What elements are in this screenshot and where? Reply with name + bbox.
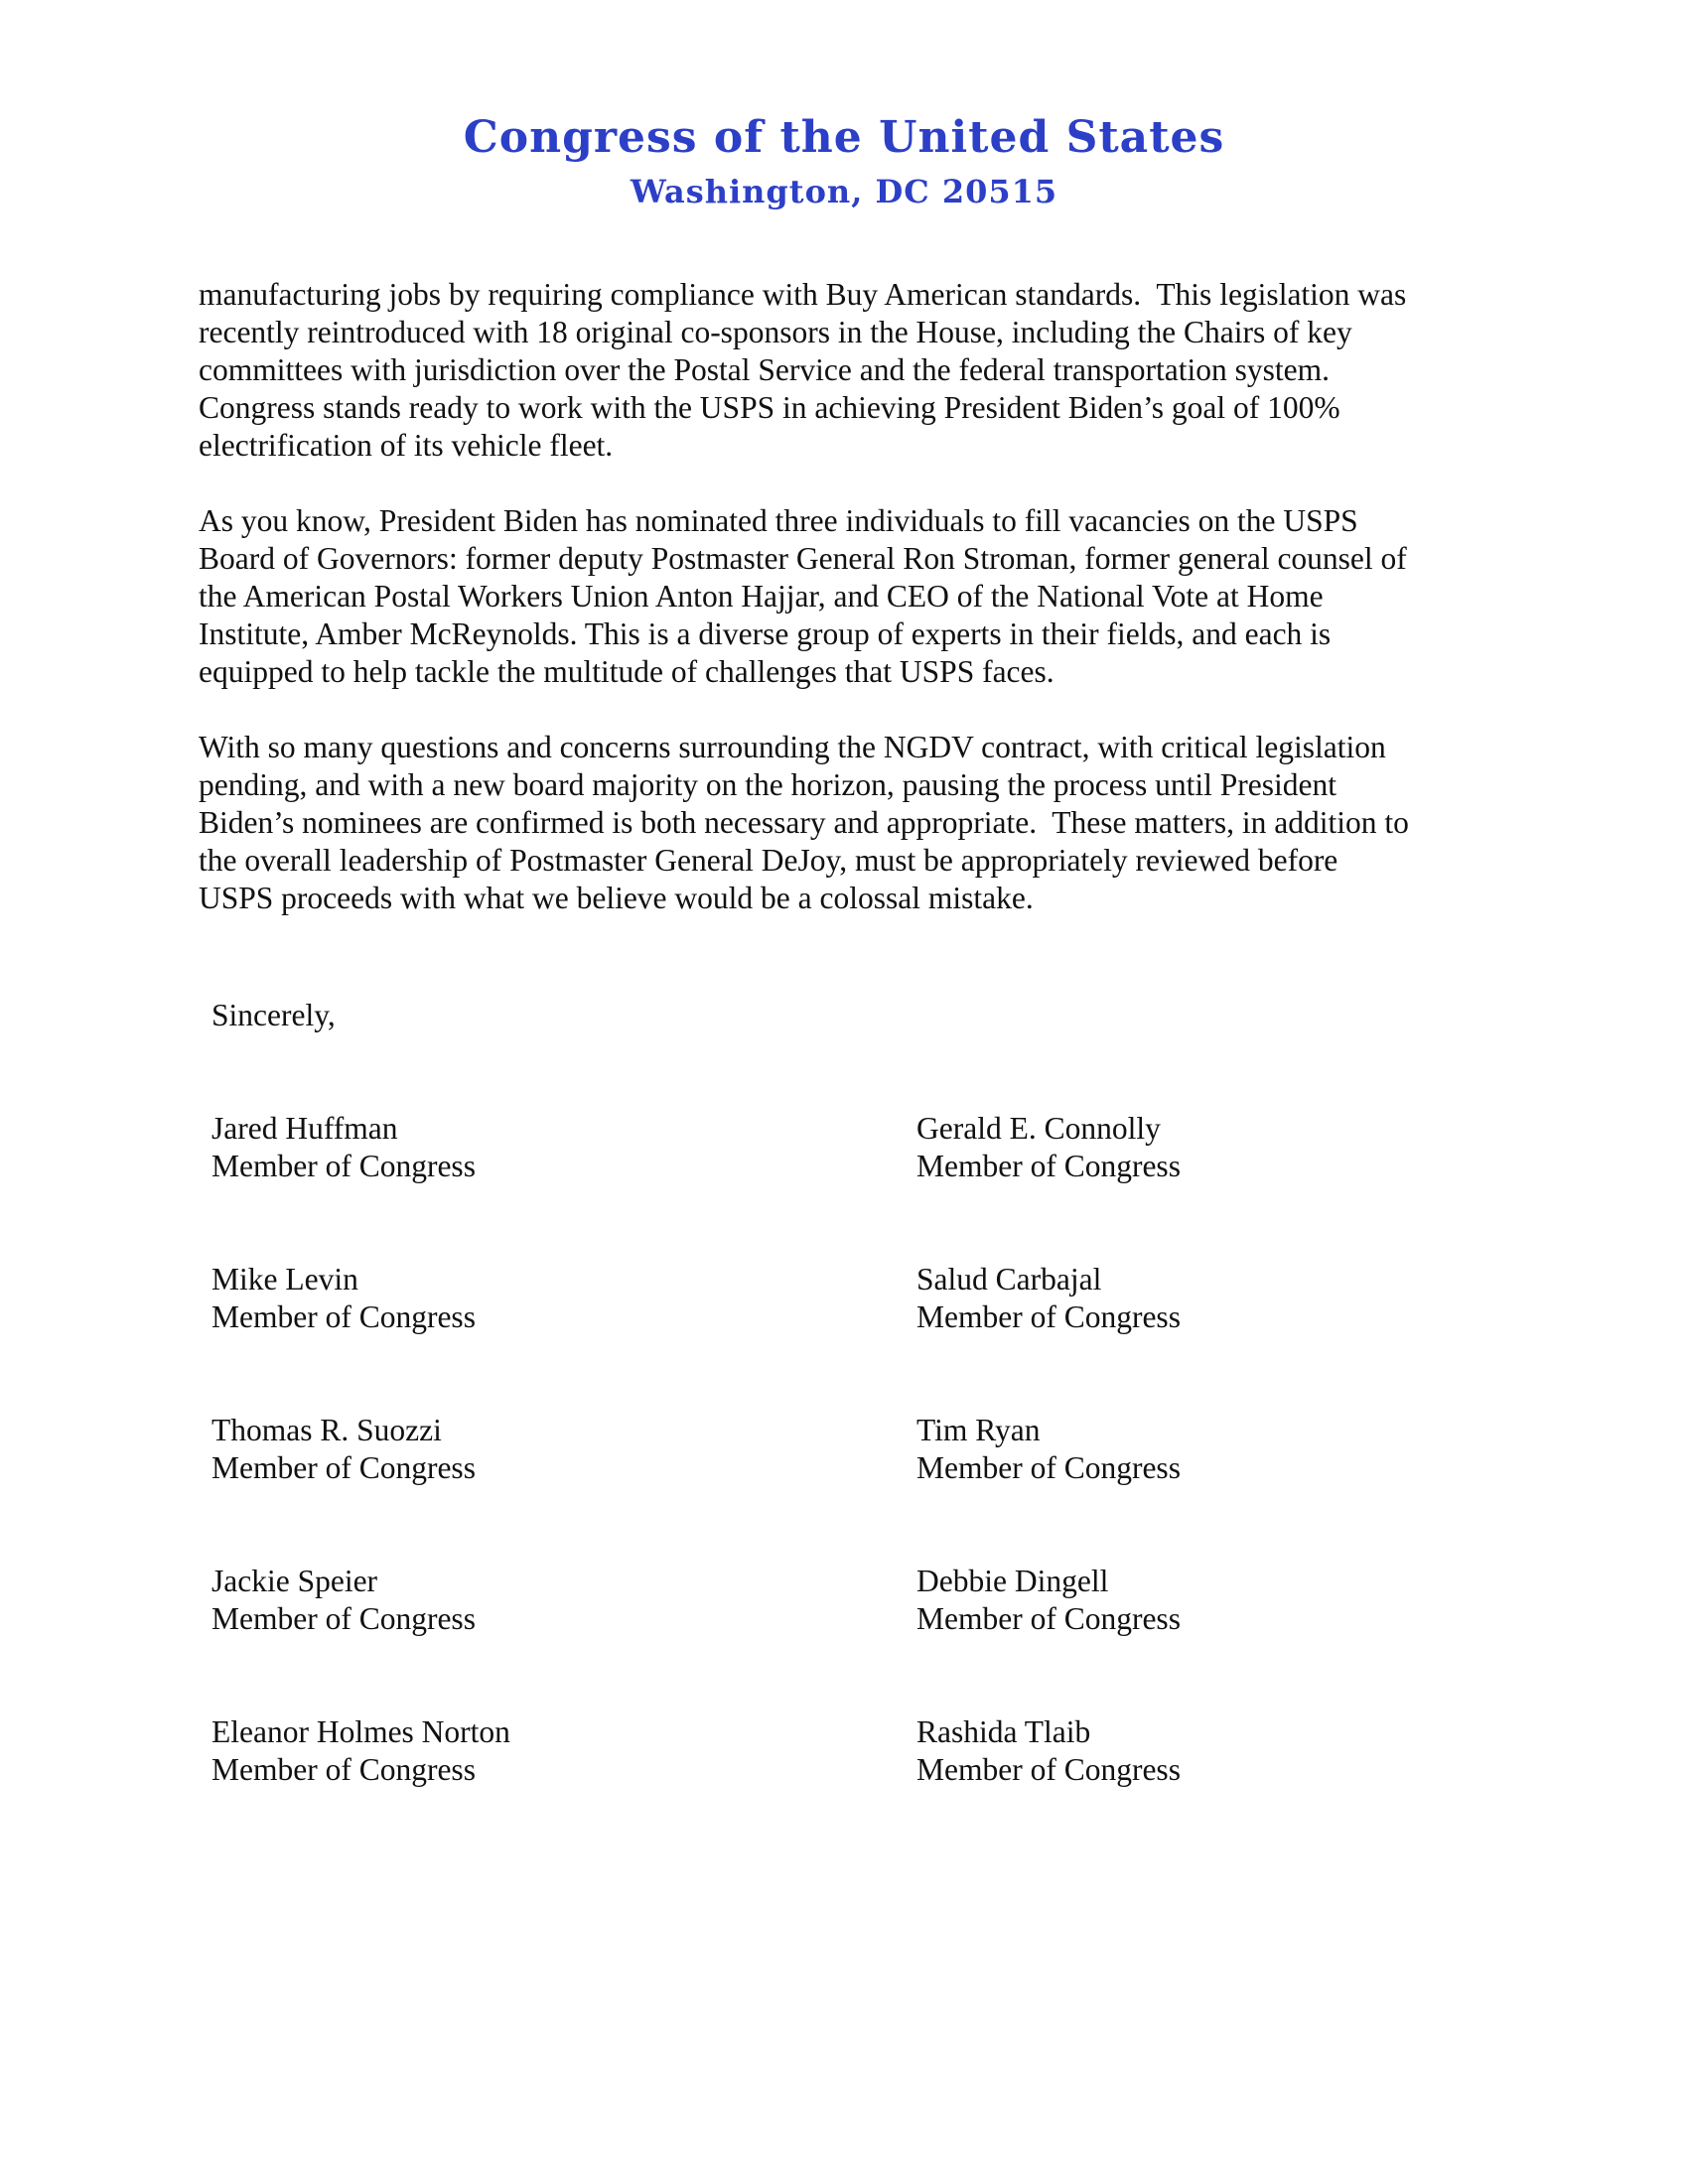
text-line: USPS proceeds with what we believe would be a colossal mistake. (199, 881, 1034, 915)
signatory (211, 1412, 476, 1487)
letterhead (0, 107, 1688, 214)
signatory (916, 1412, 1181, 1487)
body-paragraph (199, 729, 1489, 917)
text-line: recently reintroduced with 18 original co-sponsors in the House, including the Chairs of key (199, 315, 1352, 349)
letter-body (199, 276, 1489, 955)
text-line: equipped to help tackle the multitude of challenges that USPS faces. (199, 654, 1055, 689)
text-line: electrification of its vehicle fleet. (199, 428, 614, 463)
signatory-name: Tim Ryan (916, 1413, 1041, 1447)
signatory-title: Member of Congress (211, 1601, 476, 1636)
text-line: the American Postal Workers Union Anton Hajjar, and CEO of the National Vote at Home (199, 579, 1324, 614)
signatory (916, 1110, 1181, 1185)
signatory (211, 1261, 476, 1336)
signatory-title: Member of Congress (916, 1601, 1181, 1636)
signatory-name: Jackie Speier (211, 1564, 378, 1598)
text-line: committees with jurisdiction over the Postal Service and the federal transportation system. (199, 352, 1330, 387)
signatory-title: Member of Congress (916, 1149, 1181, 1183)
signatory-name: Jared Huffman (211, 1111, 398, 1146)
signatory-title: Member of Congress (211, 1299, 476, 1334)
text-line: As you know, President Biden has nominated three individuals to fill vacancies on the USPS (199, 503, 1358, 538)
text-line: Congress stands ready to work with the USPS in achieving President Biden’s goal of 100% (199, 390, 1340, 425)
signatory (916, 1563, 1181, 1638)
closing-salutation: Sincerely, (211, 998, 336, 1032)
letterhead-title: Congress of the United States (463, 112, 1225, 163)
signatory-name: Debbie Dingell (916, 1564, 1109, 1598)
text-line: Institute, Amber McReynolds. This is a diverse group of experts in their fields, and each is (199, 616, 1332, 651)
text-line: pending, and with a new board majority on the horizon, pausing the process until President (199, 767, 1337, 802)
body-paragraph (199, 502, 1489, 691)
signatory-title: Member of Congress (211, 1149, 476, 1183)
signatory (916, 1713, 1181, 1789)
letterhead-address: Washington, DC 20515 (630, 173, 1058, 210)
signatory-name: Gerald E. Connolly (916, 1111, 1161, 1146)
text-line: the overall leadership of Postmaster General DeJoy, must be appropriately reviewed before (199, 843, 1338, 878)
signatory (211, 1110, 476, 1185)
text-line: Biden’s nominees are confirmed is both necessary and appropriate. These matters, in addition to (199, 805, 1409, 840)
signatory (916, 1261, 1181, 1336)
signatory-title: Member of Congress (916, 1752, 1181, 1787)
text-line: manufacturing jobs by requiring compliance with Buy American standards. This legislation was (199, 277, 1407, 312)
text-line: Board of Governors: former deputy Postmaster General Ron Stroman, former general counsel of (199, 541, 1407, 576)
signatory-title: Member of Congress (211, 1450, 476, 1485)
signatory (211, 1713, 510, 1789)
signatory-name: Thomas R. Suozzi (211, 1413, 442, 1447)
text-line: With so many questions and concerns surrounding the NGDV contract, with critical legislation (199, 730, 1386, 764)
signatory-name: Eleanor Holmes Norton (211, 1714, 510, 1749)
signatory-name: Mike Levin (211, 1262, 358, 1297)
signatory-title: Member of Congress (211, 1752, 476, 1787)
signatory-name: Salud Carbajal (916, 1262, 1102, 1297)
signatory (211, 1563, 476, 1638)
body-paragraph (199, 276, 1489, 465)
signatory-title: Member of Congress (916, 1299, 1181, 1334)
signatory-name: Rashida Tlaib (916, 1714, 1091, 1749)
signatory-title: Member of Congress (916, 1450, 1181, 1485)
